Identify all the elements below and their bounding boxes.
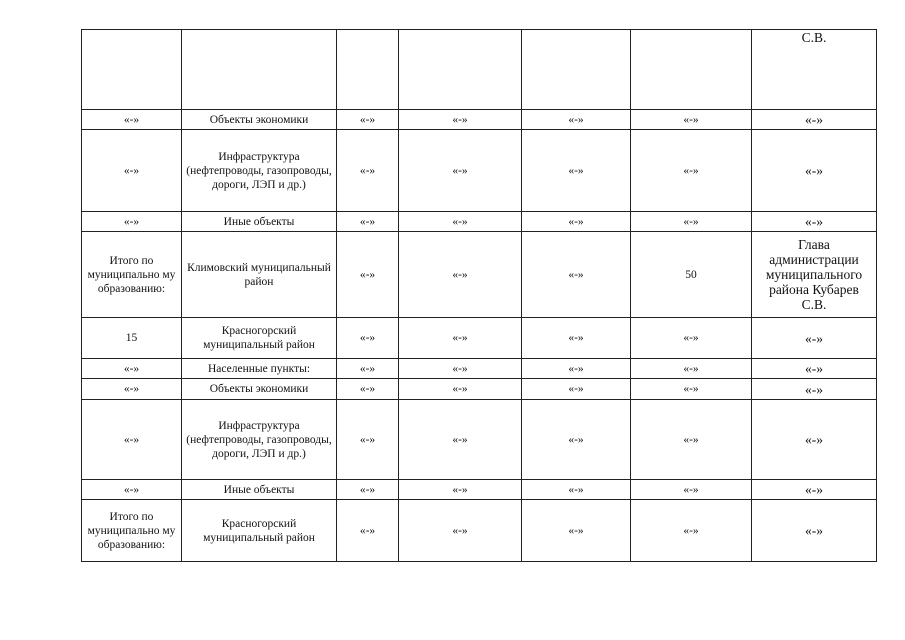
table-cell: «-»	[399, 212, 522, 232]
table-row	[82, 500, 877, 562]
table-cell: «-»	[522, 480, 631, 500]
table-row	[82, 379, 877, 400]
table-cell: Иные объекты	[182, 212, 337, 232]
table-cell: «-»	[82, 110, 182, 130]
table-cell: «-»	[82, 212, 182, 232]
table-cell: Итого по муниципально му образованию:	[82, 500, 182, 562]
table-cell: «-»	[337, 130, 399, 212]
table-cell: «-»	[752, 318, 877, 359]
table-cell: 15	[82, 318, 182, 359]
table-cell: «-»	[82, 359, 182, 379]
table-cell: «-»	[337, 318, 399, 359]
table-body	[82, 30, 877, 562]
table-cell: «-»	[752, 480, 877, 500]
table-cell: «-»	[522, 379, 631, 400]
table-cell: «-»	[752, 379, 877, 400]
table-cell	[82, 30, 182, 110]
table-cell: «-»	[522, 110, 631, 130]
table-cell: «-»	[631, 400, 752, 480]
data-table	[81, 29, 877, 562]
table-cell: «-»	[522, 359, 631, 379]
table-cell: Итого по муниципально му образованию:	[82, 232, 182, 318]
table-cell	[399, 30, 522, 110]
table-cell: «-»	[522, 130, 631, 212]
table-cell: Красногорский муниципальный район	[182, 500, 337, 562]
table-cell: Красногорский муниципальный район	[182, 318, 337, 359]
table-cell: «-»	[522, 232, 631, 318]
table-cell: Объекты экономики	[182, 110, 337, 130]
table-cell: «-»	[82, 130, 182, 212]
table-row	[82, 30, 877, 110]
table-cell: «-»	[337, 232, 399, 318]
table-cell: «-»	[337, 379, 399, 400]
table-row	[82, 212, 877, 232]
table-cell	[631, 30, 752, 110]
table-cell: «-»	[399, 359, 522, 379]
table-cell: «-»	[399, 318, 522, 359]
table-row	[82, 400, 877, 480]
table-cell: Населенные пункты:	[182, 359, 337, 379]
table-cell: «-»	[82, 480, 182, 500]
table-row	[82, 110, 877, 130]
table-cell: Климовский муниципальный район	[182, 232, 337, 318]
table-cell: «-»	[337, 400, 399, 480]
table-cell: «-»	[399, 480, 522, 500]
table-cell: «-»	[522, 500, 631, 562]
table-cell: «-»	[337, 110, 399, 130]
table-cell: «-»	[82, 400, 182, 480]
table-cell: «-»	[399, 400, 522, 480]
table-row	[82, 318, 877, 359]
table-cell: «-»	[337, 480, 399, 500]
table-cell: «-»	[522, 212, 631, 232]
table-cell: «-»	[522, 318, 631, 359]
table-cell: «-»	[399, 379, 522, 400]
table-cell: «-»	[752, 212, 877, 232]
table-cell: «-»	[631, 480, 752, 500]
table-cell: «-»	[337, 212, 399, 232]
table-cell: «-»	[752, 130, 877, 212]
table-cell: Инфраструктура (нефтепроводы, газопроводы, дороги, ЛЭП и др.)	[182, 130, 337, 212]
table-cell: «-»	[631, 359, 752, 379]
table-cell	[522, 30, 631, 110]
table-cell: Инфраструктура (нефтепроводы, газопроводы, дороги, ЛЭП и др.)	[182, 400, 337, 480]
table-cell: «-»	[631, 212, 752, 232]
table-cell: «-»	[399, 110, 522, 130]
table-cell: «-»	[752, 359, 877, 379]
table-row	[82, 232, 877, 318]
table-cell: «-»	[399, 232, 522, 318]
table-cell: Объекты экономики	[182, 379, 337, 400]
table-cell	[182, 30, 337, 110]
table-cell: «-»	[752, 500, 877, 562]
table-row	[82, 480, 877, 500]
table-cell: «-»	[752, 110, 877, 130]
table-cell: «-»	[82, 379, 182, 400]
table-cell: «-»	[337, 359, 399, 379]
table-cell: «-»	[631, 110, 752, 130]
table-cell: Глава администрации муниципального района Кубарев С.В.	[752, 232, 877, 318]
table-row	[82, 130, 877, 212]
table-cell: С.В.	[752, 30, 877, 110]
table-cell: «-»	[631, 130, 752, 212]
table-cell: «-»	[752, 400, 877, 480]
table-cell: «-»	[631, 379, 752, 400]
table-cell: «-»	[631, 500, 752, 562]
table-cell: «-»	[522, 400, 631, 480]
table-cell: 50	[631, 232, 752, 318]
table-cell: «-»	[399, 500, 522, 562]
table-cell: «-»	[631, 318, 752, 359]
table-row	[82, 359, 877, 379]
table-cell: «-»	[399, 130, 522, 212]
table-cell: «-»	[337, 500, 399, 562]
table-cell: Иные объекты	[182, 480, 337, 500]
table-cell	[337, 30, 399, 110]
